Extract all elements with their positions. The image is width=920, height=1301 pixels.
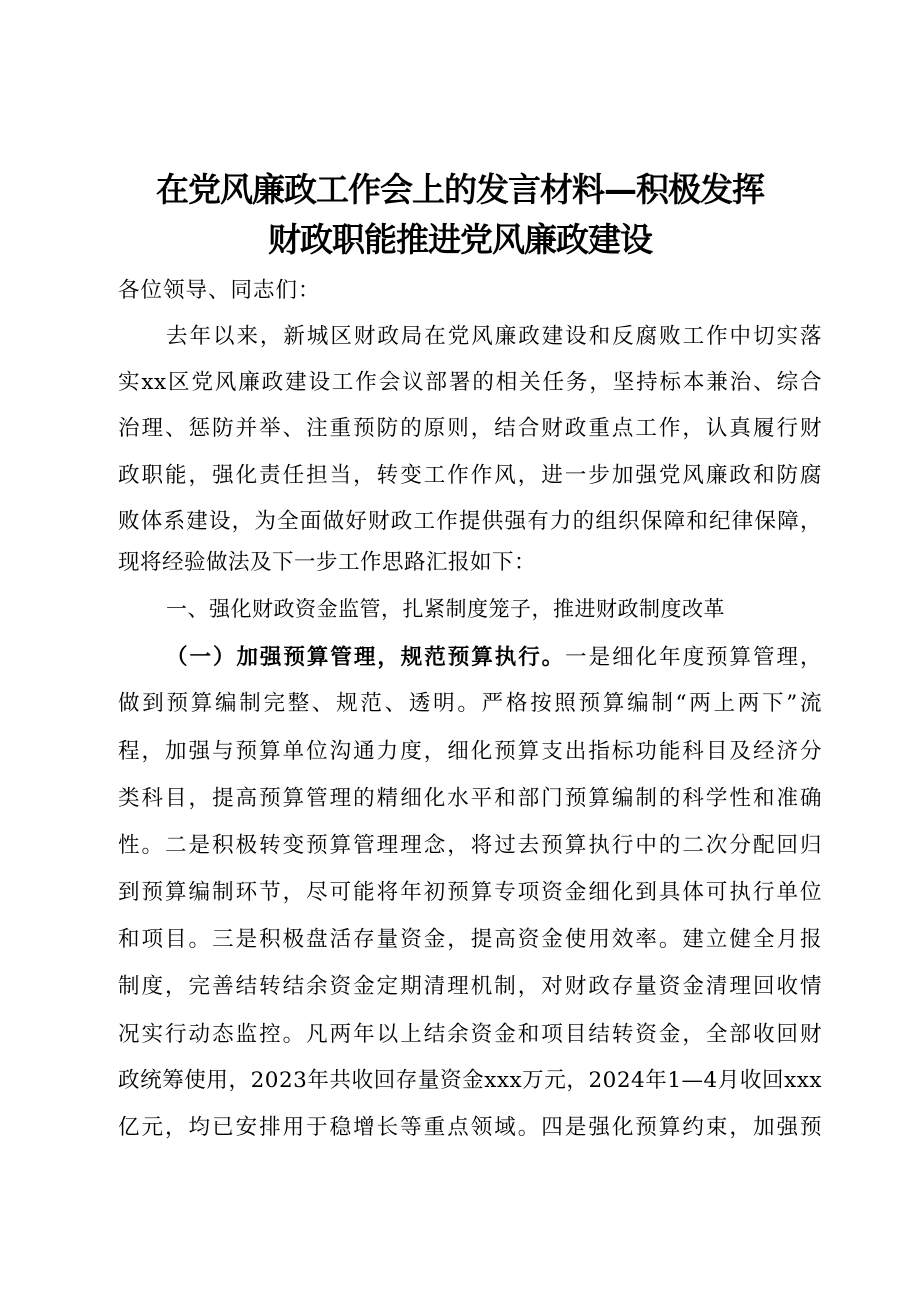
intro-line: 政职能，强化责任担当，转变工作作风，进一步加强党风廉政和防腐: [118, 463, 822, 488]
body-line: 亿元，均已安排用于稳增长等重点领域。四是强化预算约束，加强预: [118, 1115, 822, 1140]
body-line: 性。二是积极转变预算管理理念，将过去预算执行中的二次分配回归: [118, 833, 822, 858]
body-line: 况实行动态监控。凡两年以上结余资金和项目结转资金，全部收回财: [118, 1022, 822, 1047]
body-line: 制度，完善结转结余资金定期清理机制，对财政存量资金清理回收情: [118, 974, 822, 999]
body-line: 政统筹使用，2023年共收回存量资金xxx万元，2024年1—4月收回xxx: [118, 1068, 822, 1093]
intro-line: 现将经验做法及下一步工作思路汇报如下：: [118, 550, 537, 575]
body-line: 和项目。三是积极盘活存量资金，提高资金使用效率。建立健全月报: [118, 927, 822, 952]
subsection-bold-lead: （一）加强预算管理，规范预算执行。: [166, 645, 566, 670]
document-title-line-1: 在党风廉政工作会上的发言材料—积极发挥: [156, 170, 764, 209]
subsection-first-line: [166, 643, 822, 673]
intro-line: 实xx区党风廉政建设工作会议部署的相关任务，坚持标本兼治、综合: [118, 370, 822, 395]
body-line: 类科目，提高预算管理的精细化水平和部门预算编制的科学性和准确: [118, 786, 822, 811]
intro-line: 去年以来，新城区财政局在党风廉政建设和反腐败工作中切实落: [166, 324, 822, 349]
intro-line: 败体系建设，为全面做好财政工作提供强有力的组织保障和纪律保障，: [118, 509, 822, 534]
subsection-first-line-rest: 一是细化年度预算管理，: [565, 645, 822, 670]
intro-line: 治理、惩防并举、注重预防的原则，结合财政重点工作，认真履行财: [118, 416, 822, 441]
document-title-line-2: 财政职能推进党风廉政建设: [268, 220, 652, 259]
section-heading-1: 一、强化财政资金监管，扎紧制度笼子，推进财政制度改革: [166, 597, 725, 621]
body-line: 程，加强与预算单位沟通力度，细化预算支出指标功能科目及经济分: [118, 739, 822, 764]
body-line: 到预算编制环节，尽可能将年初预算专项资金细化到具体可执行单位: [118, 880, 822, 905]
body-line: 做到预算编制完整、规范、透明。严格按照预算编制“两上两下”流: [118, 691, 822, 716]
salutation: 各位领导、同志们：: [118, 278, 321, 303]
